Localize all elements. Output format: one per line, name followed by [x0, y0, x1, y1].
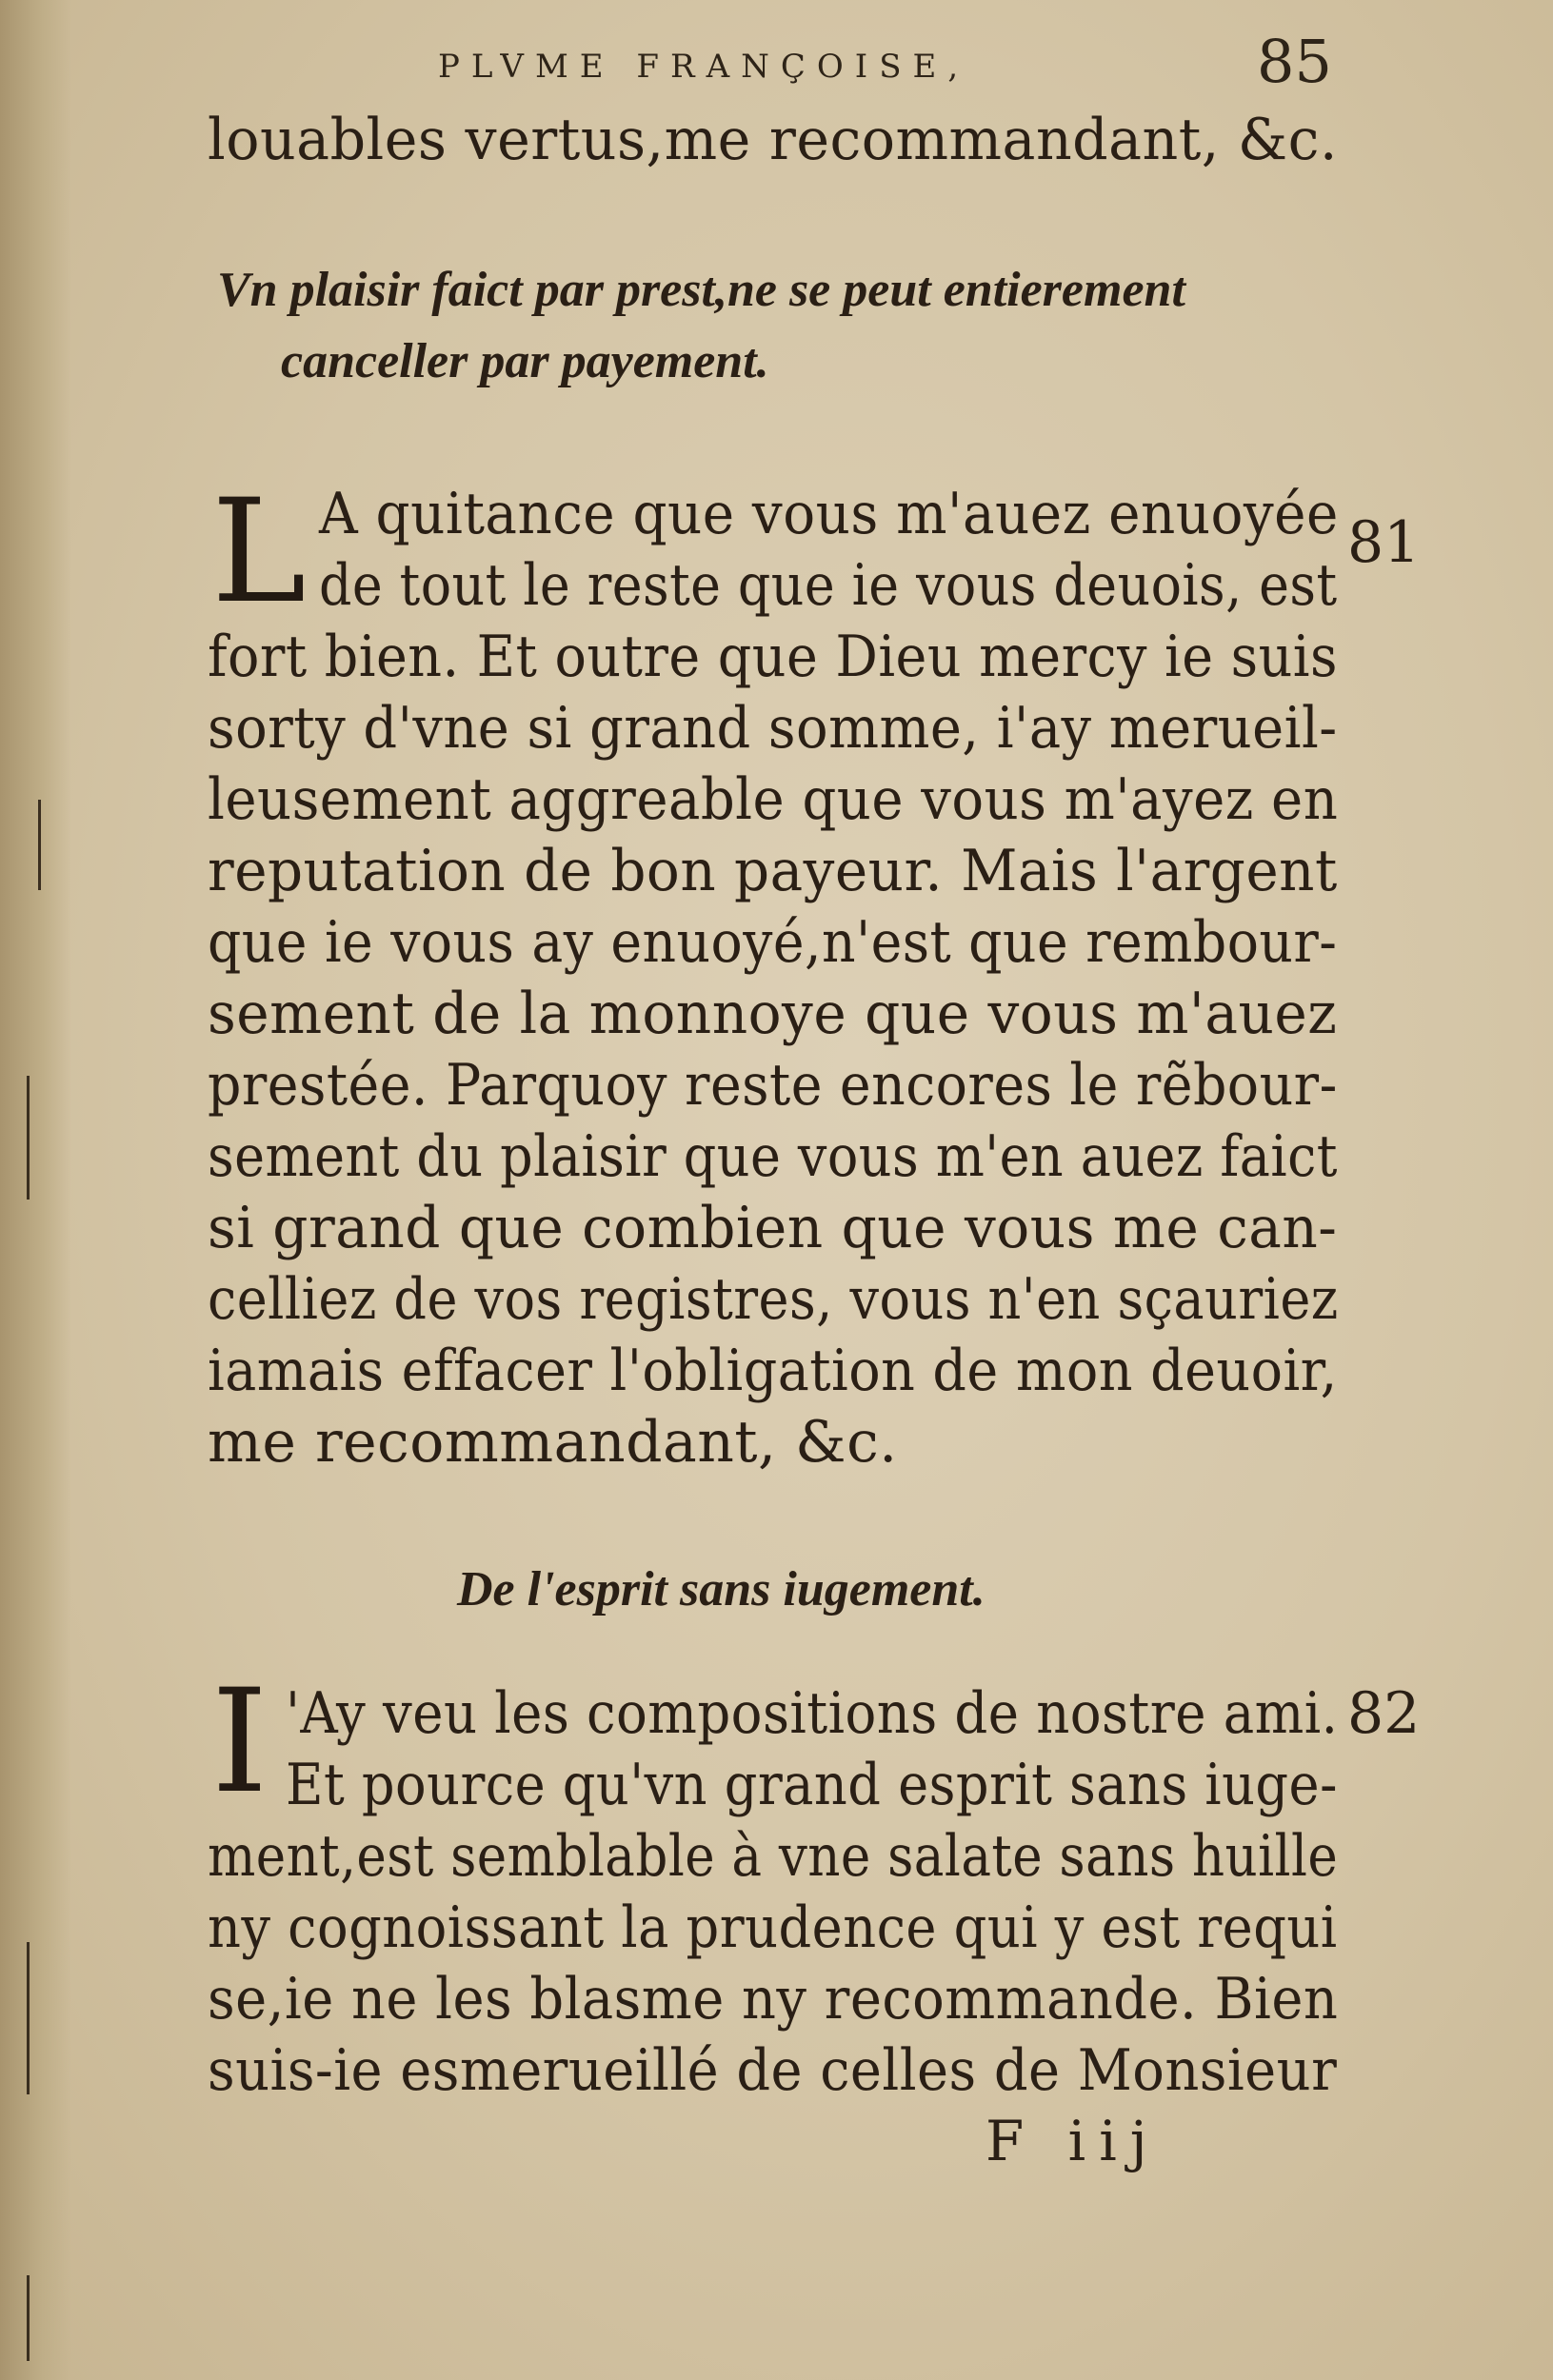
letter-81-line: iamais effacer l'obligation de mon deuoir, — [208, 1338, 1338, 1404]
letter-81-line: sement de la monnoye que vous m'auez — [208, 981, 1338, 1047]
letter-81-line: me recommandant, &c. — [208, 1409, 898, 1476]
page-header — [438, 27, 1390, 112]
letter-82-drop-initial: I — [211, 1659, 269, 1825]
letter-81-line: sorty d'vne si grand somme, i'ay merueil- — [208, 695, 1338, 762]
page-number: 85 — [1257, 27, 1332, 96]
signature-mark: F iij — [986, 2109, 1161, 2173]
continued-line: louables vertus,me recommandant, &c. — [208, 107, 1338, 173]
letter-82-line: ment,est semblable à vne salate sans huille — [208, 1823, 1339, 1890]
letter-81-line: sement du plaisir que vous m'en auez faict — [208, 1123, 1338, 1190]
letter-82-line: ny cognoissant la prudence qui y est requi — [208, 1894, 1338, 1961]
letter-81-drop-initial: L — [211, 469, 307, 635]
letter-81-line: celliez de vos registres, vous n'en sçauriez — [208, 1266, 1339, 1333]
letter-81-title-line-1: Vn plaisir faict par prest,ne se peut entierement — [217, 263, 1185, 317]
letter-81-line: A quitance que vous m'auez enuoyée — [319, 481, 1339, 547]
running-head: PLVME FRANÇOISE, — [438, 48, 970, 86]
letter-81-line: prestée. Parquoy reste encores le rẽbour- — [208, 1052, 1338, 1119]
letter-81-line: si grand que combien que vous me can- — [208, 1195, 1338, 1261]
letter-82-number: 82 — [1347, 1680, 1421, 1747]
margin-mark — [27, 2275, 30, 2361]
letter-81-number: 81 — [1347, 509, 1421, 576]
page-gutter-shadow — [0, 0, 71, 2380]
letter-81-line: leusement aggreable que vous m'ayez en — [208, 766, 1339, 833]
letter-81-line: fort bien. Et outre que Dieu mercy ie suis — [208, 624, 1338, 690]
letter-81-line: que ie vous ay enuoyé,n'est que rembour- — [208, 909, 1338, 976]
margin-mark — [27, 1076, 30, 1200]
margin-mark — [38, 800, 41, 890]
letter-82-line: 'Ay veu les compositions de nostre ami. — [286, 1680, 1339, 1747]
letter-82-title: De l'esprit sans iugement. — [457, 1562, 986, 1616]
letter-81-title-line-2: canceller par payement. — [281, 334, 769, 388]
letter-81-line: de tout le reste que ie vous deuois, est — [319, 552, 1338, 619]
margin-mark — [27, 1942, 30, 2094]
letter-81-line: reputation de bon payeur. Mais l'argent — [208, 838, 1338, 904]
letter-82-line: se,ie ne les blasme ny recommande. Bien — [208, 1966, 1339, 2033]
letter-82-line: Et pource qu'vn grand esprit sans iuge- — [286, 1752, 1338, 1818]
letter-82-line: suis-ie esmerueillé de celles de Monsieur — [208, 2037, 1338, 2104]
